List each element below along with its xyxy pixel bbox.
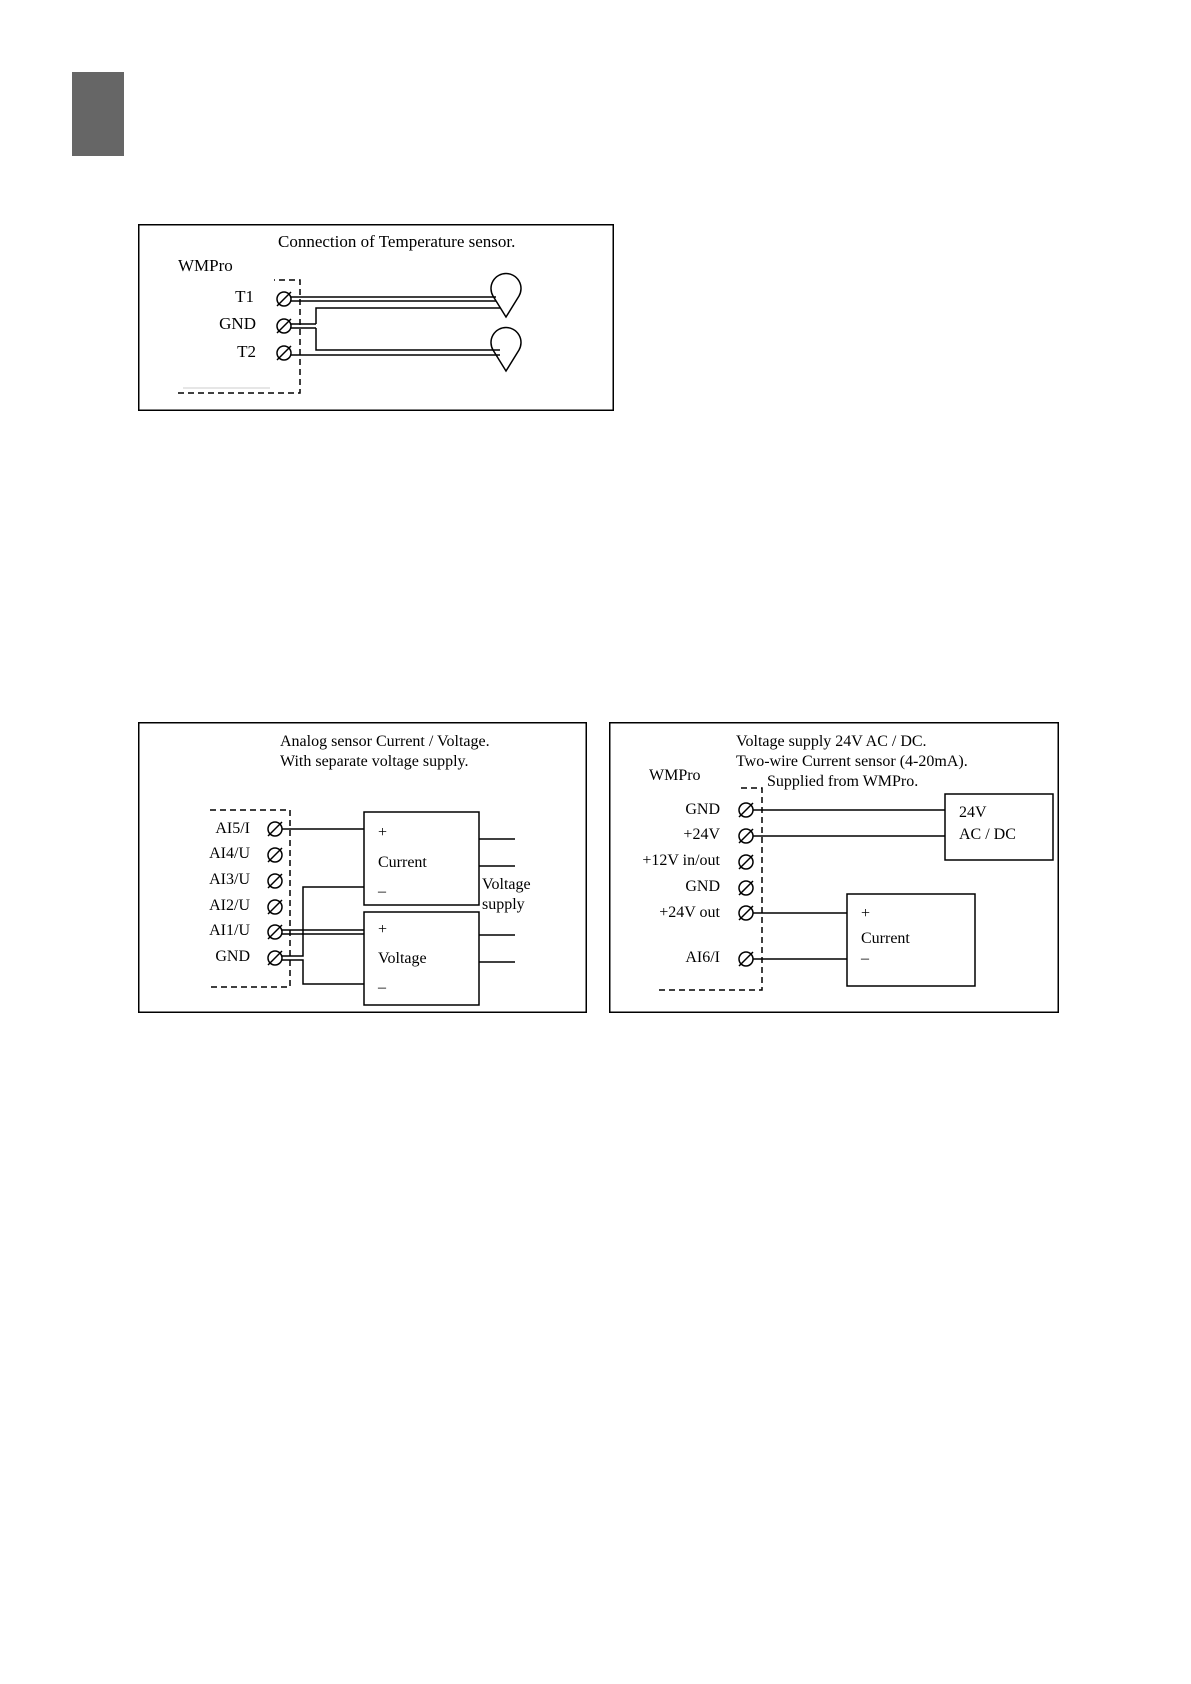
voltage-plus-label: + <box>378 921 388 938</box>
terminal-screw-icon <box>739 829 753 843</box>
voltage-supply-label-line-1: Voltage <box>482 876 531 893</box>
terminal-screw-icon <box>739 881 753 895</box>
terminal-screw-icon <box>268 848 282 862</box>
terminal-label-ai1: AI1/U <box>209 922 250 939</box>
current-plus-label: + <box>378 824 388 841</box>
diagram-title-line-1: Analog sensor Current / Voltage. <box>280 733 490 750</box>
current-minus-label: – <box>861 950 869 967</box>
device-label: WMPro <box>649 767 701 784</box>
terminal-label-gnd: GND <box>215 948 250 965</box>
diagram-frame <box>139 225 614 411</box>
terminal-screw-icon <box>268 925 282 939</box>
sensor-wires <box>291 297 500 355</box>
terminal-screw-icon <box>268 900 282 914</box>
analog-sensor-svg <box>138 722 587 1013</box>
terminal-label-t2: T2 <box>237 342 256 361</box>
terminal-label-ai6: AI6/I <box>685 949 720 966</box>
terminal-screw-icon <box>268 951 282 965</box>
temperature-sensor-diagram <box>138 224 614 411</box>
terminal-label-t1: T1 <box>235 287 254 306</box>
temperature-sensor-icon <box>491 274 521 317</box>
terminal-label-ai3: AI3/U <box>209 871 250 888</box>
diagram-title-line-2: With separate voltage supply. <box>280 753 469 770</box>
diagram-title-line-3: Supplied from WMPro. <box>767 773 919 790</box>
terminal-label-gnd-2: GND <box>685 878 720 895</box>
diagram-title: Connection of Temperature sensor. <box>278 232 516 251</box>
device-label: WMPro <box>178 256 233 275</box>
terminal-label-24v: +24V <box>683 826 720 843</box>
terminal-screw-icon <box>268 822 282 836</box>
diagram-title-line-1: Voltage supply 24V AC / DC. <box>736 733 927 750</box>
terminal-screw-icon <box>739 803 753 817</box>
terminal-screw-icon <box>739 906 753 920</box>
terminal-label-24v-out: +24V out <box>659 904 720 921</box>
terminal-label-gnd-1: GND <box>685 801 720 818</box>
terminal-screw-icon <box>277 319 291 333</box>
power-supply-label-line-1: 24V <box>959 804 987 821</box>
terminal-label-ai4: AI4/U <box>209 845 250 862</box>
terminal-label-gnd: GND <box>219 314 256 333</box>
terminal-screw-icon <box>277 346 291 360</box>
terminal-label-ai2: AI2/U <box>209 897 250 914</box>
terminal-label-ai5: AI5/I <box>215 820 250 837</box>
terminal-screw-icon <box>739 855 753 869</box>
voltage-label: Voltage <box>378 950 427 967</box>
current-plus-label: + <box>861 905 871 922</box>
power-supply-label-line-2: AC / DC <box>959 826 1016 843</box>
temperature-sensor-svg <box>138 224 614 411</box>
voltage-minus-label: – <box>378 979 386 996</box>
terminal-label-12v-in-out: +12V in/out <box>642 852 720 869</box>
terminal-screw-icon <box>277 292 291 306</box>
current-label: Current <box>378 854 427 871</box>
terminal-screw-icon <box>739 952 753 966</box>
terminal-screw-icon <box>268 874 282 888</box>
voltage-supply-label-line-2: supply <box>482 896 525 913</box>
current-minus-label: – <box>378 883 386 900</box>
current-label: Current <box>861 930 910 947</box>
page-tab-marker <box>72 72 124 156</box>
two-wire-current-sensor-svg <box>609 722 1059 1013</box>
sensor-wires <box>753 810 945 959</box>
analog-sensor-diagram <box>138 722 587 1013</box>
diagram-title-line-2: Two-wire Current sensor (4-20mA). <box>736 753 968 770</box>
two-wire-current-sensor-diagram <box>609 722 1059 1013</box>
